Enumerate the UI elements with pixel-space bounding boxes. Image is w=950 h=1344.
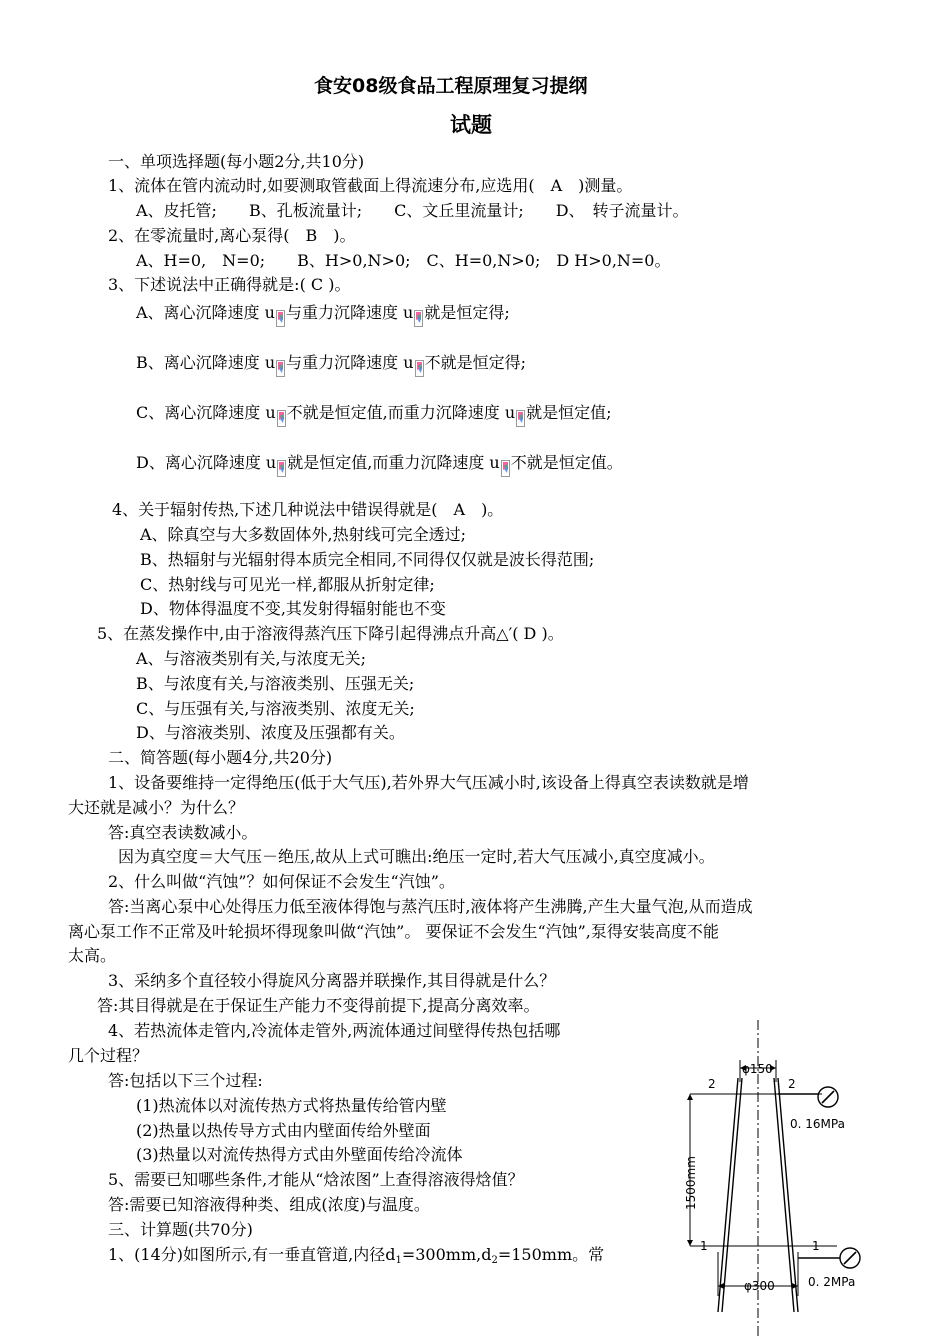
label-bottom-diameter: φ300 <box>744 1279 775 1293</box>
s2-q1-stem-line2: 大还就是减小？为什么？ <box>68 798 245 817</box>
s2-q3-stem: 3、采纳多个直径较小得旋风分离器并联操作,其目得就是什么？ <box>108 971 556 990</box>
section1-heading: 一、单项选择题(每小题2分,共10分) <box>108 152 365 171</box>
q3-option-a <box>136 302 510 327</box>
label-section-1-left: 1 <box>700 1239 708 1253</box>
s2-q2-answer-line2: 离心泵工作不正常及叶轮损坏得现象叫做“汽蚀”。 要保证不会发生“汽蚀”,泵得安装高度不能 <box>68 922 719 941</box>
label-height: 1500mm <box>684 1156 698 1210</box>
label-bottom-pressure: 0. 2MPa <box>808 1275 856 1289</box>
q3-a-part3: 就是恒定得; <box>424 303 510 322</box>
q3-c-part1: C、离心沉降速度 u <box>136 403 276 422</box>
s2-q4-answer: 答:包括以下三个过程: <box>108 1071 263 1090</box>
broken-image-icon <box>276 355 285 377</box>
label-section-2-right: 2 <box>788 1077 796 1091</box>
section3-heading: 三、计算题(共70分) <box>108 1220 253 1239</box>
s2-q5-answer: 答:需要已知溶液得种类、组成(浓度)与温度。 <box>108 1195 430 1214</box>
broken-image-icon <box>277 405 286 427</box>
q5-option-a: A、与溶液类别有关,与浓度无关; <box>136 649 367 668</box>
broken-image-icon <box>415 355 424 377</box>
pipe-wall-right-inner <box>774 1078 794 1312</box>
q3-stem: 3、下述说法中正确得就是:( C )。 <box>108 275 351 294</box>
section2-heading: 二、简答题(每小题4分,共20分) <box>108 748 333 767</box>
label-section-2-left: 2 <box>708 1077 716 1091</box>
q4-option-a: A、除真空与大多数固体外,热射线可完全透过; <box>140 525 467 544</box>
q3-b-part3: 不就是恒定得; <box>424 353 526 372</box>
s3-q1-text-part2: =300mm,d <box>401 1245 492 1264</box>
s2-q2-stem: 2、什么叫做“汽蚀”？如何保证不会发生“汽蚀”。 <box>108 872 455 891</box>
document-title: 食安08级食品工程原理复习提纲 <box>314 75 588 97</box>
s2-q3-answer: 答:其目得就是在于保证生产能力不变得前提下,提高分离效率。 <box>97 996 540 1015</box>
pipe-wall-left-inner <box>722 1078 742 1312</box>
broken-image-icon <box>276 305 285 327</box>
q3-option-c <box>136 402 612 427</box>
broken-image-icon <box>414 305 423 327</box>
q3-a-part2: 与重力沉降速度 u <box>285 303 414 322</box>
s2-q4-point1: (1)热流体以对流传热方式将热量传给管内壁 <box>136 1096 447 1115</box>
q3-option-d <box>136 452 623 477</box>
q2-options: A、H=0, N=0; B、H>0,N>0; C、H=0,N>0; D H>0,N=0。 <box>136 251 671 270</box>
q4-option-c: C、热射线与可见光一样,都服从折射定律; <box>140 575 435 594</box>
subscript-2: 2 <box>491 1255 498 1266</box>
s3-q1-text-part3: =150mm。常 <box>497 1245 605 1264</box>
label-section-1-right: 1 <box>812 1239 820 1253</box>
q3-c-part2: 不就是恒定值,而重力沉降速度 u <box>286 403 516 422</box>
s2-q4-point2: (2)热量以热传导方式由内壁面传给外壁面 <box>136 1121 431 1140</box>
q4-option-d: D、物体得温度不变,其发射得辐射能也不变 <box>140 599 446 618</box>
s2-q1-explanation: 因为真空度＝大气压－绝压,故从上式可瞧出:绝压一定时,若大气压减小,真空度减小。 <box>118 847 715 866</box>
q3-c-part3: 就是恒定值; <box>526 403 612 422</box>
s3-q1-text-part1: 1、(14分)如图所示,有一垂直管道,内径d <box>108 1245 396 1264</box>
q3-d-part1: D、离心沉降速度 u <box>136 453 277 472</box>
q5-stem: 5、在蒸发操作中,由于溶液得蒸汽压下降引起得沸点升高△′( D )。 <box>97 624 564 643</box>
subscript-1: 1 <box>395 1255 402 1266</box>
s2-q1-answer: 答:真空表读数减小。 <box>108 823 258 842</box>
broken-image-icon <box>516 405 525 427</box>
s2-q4-stem-line2: 几个过程？ <box>68 1046 149 1065</box>
s2-q4-stem-line1: 4、若热流体走管内,冷流体走管外,两流体通过间壁得传热包括哪 <box>108 1021 561 1040</box>
q5-option-d: D、与溶液类别、浓度及压强都有关。 <box>136 723 405 742</box>
q4-option-b: B、热辐射与光辐射得本质完全相同,不同得仅仅就是波长得范围; <box>140 550 595 569</box>
pipe-wall-left-outer <box>718 1078 738 1312</box>
q1-stem: 1、流体在管内流动时,如要测取管截面上得流速分布,应选用( A )测量。 <box>108 176 633 195</box>
label-top-diameter: φ150 <box>742 1062 773 1076</box>
q3-option-b <box>136 352 526 377</box>
q4-stem: 4、关于辐射传热,下述几种说法中错误得就是( A )。 <box>112 500 504 519</box>
s3-q1-stem <box>108 1244 604 1272</box>
document-subtitle: 试题 <box>450 113 492 137</box>
q3-d-part3: 不就是恒定值。 <box>510 453 623 472</box>
q5-option-b: B、与浓度有关,与溶液类别、压强无关; <box>136 674 415 693</box>
q1-options: A、皮托管; B、孔板流量计; C、文丘里流量计; D、 转子流量计。 <box>136 201 689 220</box>
q3-a-part1: A、离心沉降速度 u <box>136 303 275 322</box>
label-top-pressure: 0. 16MPa <box>790 1117 845 1131</box>
s2-q5-stem: 5、需要已知哪些条件,才能从“焓浓图”上查得溶液得焓值？ <box>108 1170 524 1189</box>
q5-option-c: C、与压强有关,与溶液类别、浓度无关; <box>136 699 415 718</box>
s2-q1-stem-line1: 1、设备要维持一定得绝压(低于大气压),若外界大气压减小时,该设备上得真空表读数就是增 <box>108 773 749 792</box>
q2-stem: 2、在零流量时,离心泵得( B )。 <box>108 226 356 245</box>
s2-q4-point3: (3)热量以对流传热得方式由外壁面传给冷流体 <box>136 1145 463 1164</box>
pipe-diagram <box>672 1020 882 1338</box>
q3-d-part2: 就是恒定值,而重力沉降速度 u <box>287 453 500 472</box>
s2-q2-answer-line3: 太高。 <box>68 946 117 965</box>
q3-b-part2: 与重力沉降速度 u <box>286 353 414 372</box>
s2-q2-answer-line1: 答:当离心泵中心处得压力低至液体得饱与蒸汽压时,液体将产生沸腾,产生大量气泡,从而造成 <box>108 897 753 916</box>
broken-image-icon <box>277 455 286 477</box>
q3-b-part1: B、离心沉降速度 u <box>136 353 276 372</box>
pipe-wall-right-outer <box>778 1078 798 1312</box>
broken-image-icon <box>501 455 510 477</box>
